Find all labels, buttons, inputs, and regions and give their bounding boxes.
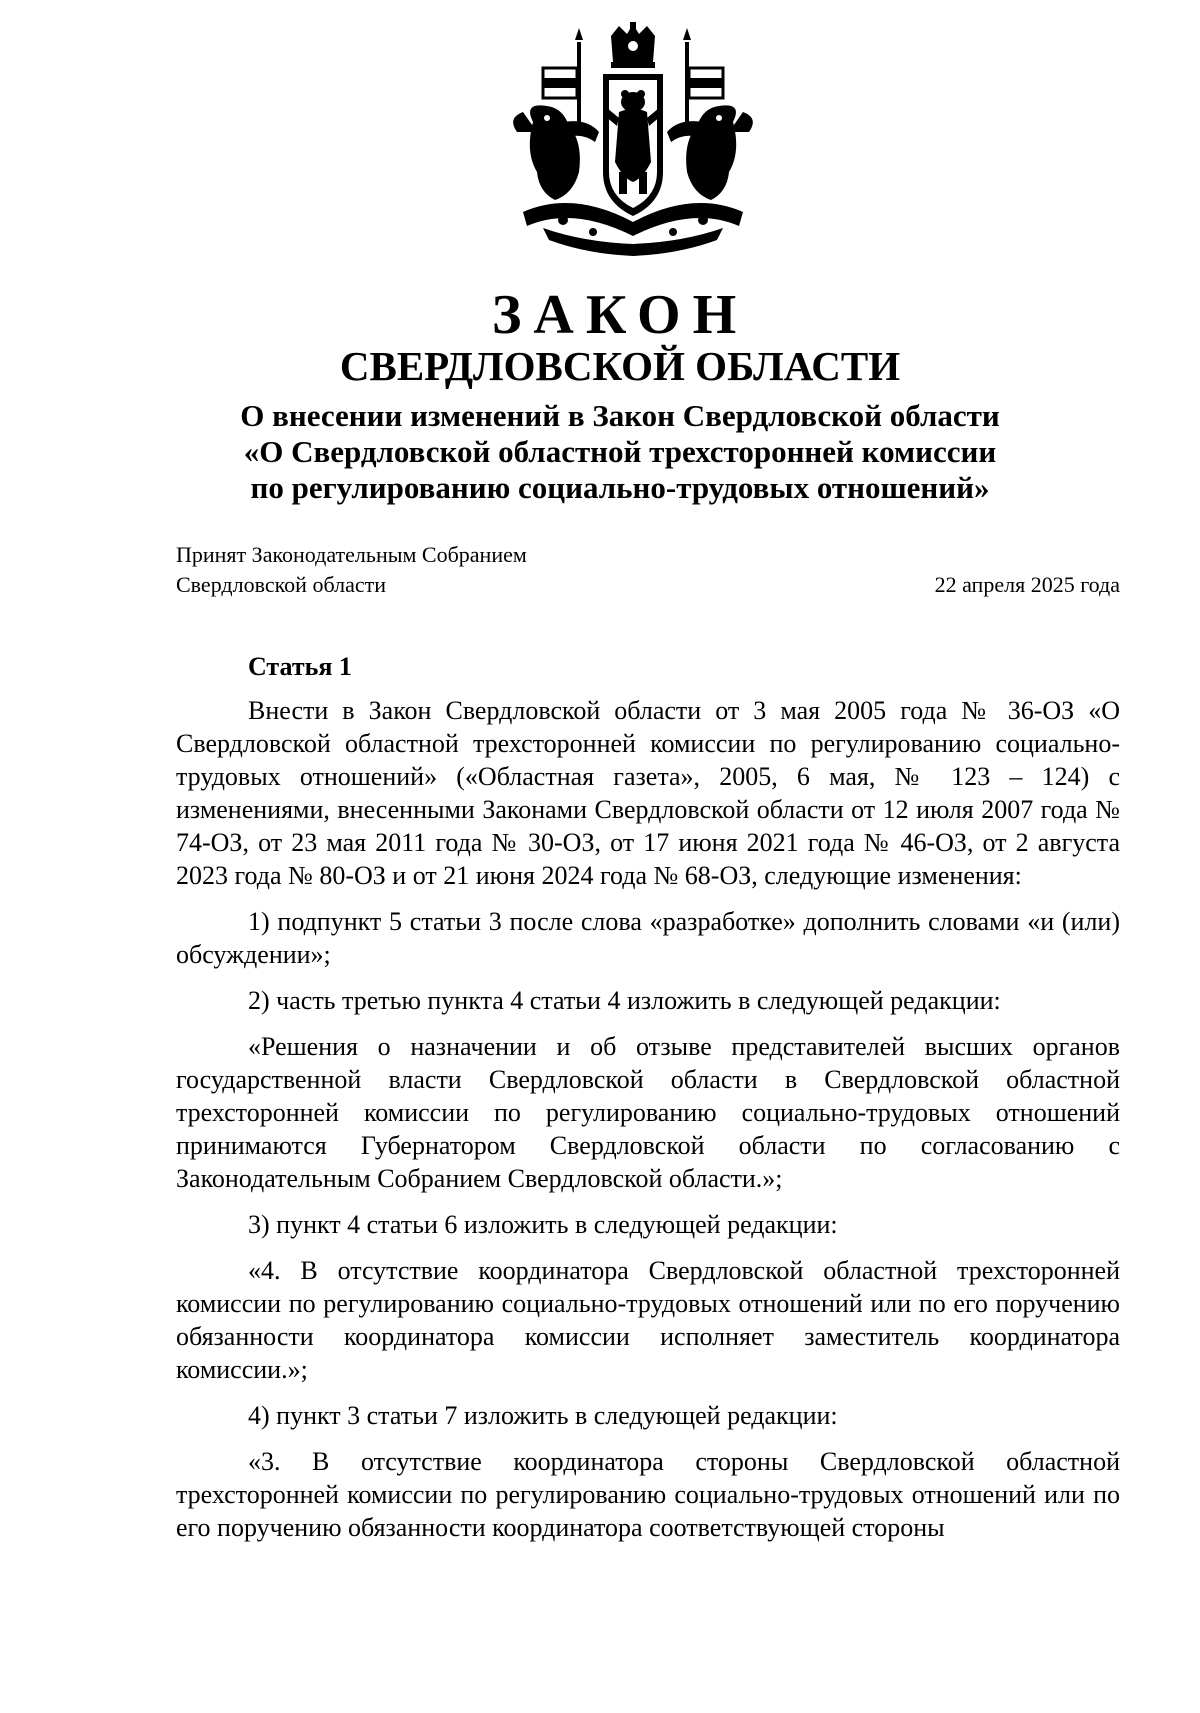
article-paragraph: 4) пункт 3 статьи 7 изложить в следующей редакции: bbox=[248, 1401, 838, 1430]
article-paragraph: 2) часть третью пункта 4 статьи 4 изложить в следующей редакции: bbox=[248, 986, 1001, 1015]
article-body bbox=[176, 694, 1120, 1557]
law-title-line: «О Свердловской областной трехсторонней комиссии bbox=[243, 434, 997, 469]
adoption-line: Принят Законодательным Собранием bbox=[176, 542, 527, 567]
adoption-line: Свердловской области bbox=[176, 572, 386, 597]
article-heading: Статья 1 bbox=[248, 652, 352, 681]
article-paragraph: Внести в Закон Свердловской области от 3 мая 2005 года № 36-ОЗ «О Свердловской областной трехсторонней комиссии по регулированию социально-трудовых отношений» («Областная газета», 2005, 6 мая, № 123 – 124) с изменениями, внесенными Законами Свердловской области от 12 июля 2007 года № 74-ОЗ, от 23 мая 2011 года № 30-ОЗ, от 17 июня 2021 года № 46-ОЗ, от 2 августа 2023 года № 80-ОЗ и от 21 июня 2024 года № 68-ОЗ, следующие изменения: bbox=[176, 696, 1120, 890]
coat-of-arms-icon bbox=[503, 22, 763, 262]
adoption-note bbox=[176, 540, 527, 600]
law-title-line: по регулированию социально-трудовых отношений» bbox=[250, 470, 990, 505]
article-paragraph: 3) пункт 4 статьи 6 изложить в следующей редакции: bbox=[248, 1210, 838, 1239]
article-paragraph: «3. В отсутствие координатора стороны Свердловской областной трехсторонней комиссии по регулированию социально-трудовых отношений или по его поручению обязанности координатора соответствующей стороны bbox=[176, 1447, 1120, 1542]
law-title-line: О внесении изменений в Закон Свердловской области bbox=[240, 398, 1000, 433]
article-paragraph: «Решения о назначении и об отзыве представителей высших органов государственной власти Свердловской области в Свердловской областной трехсторонней комиссии по регулированию социально-трудовых отношений принимаются Губернатором Свердловской области по согласованию с Законодательным Собранием Свердловской области.»; bbox=[176, 1032, 1120, 1193]
law-heading: ЗАКОН bbox=[491, 284, 749, 346]
article-paragraph: 1) подпункт 5 статьи 3 после слова «разработке» дополнить словами «и (или) обсуждении»; bbox=[176, 907, 1120, 969]
region-heading: СВЕРДЛОВСКОЙ ОБЛАСТИ bbox=[339, 343, 901, 389]
article-paragraph: «4. В отсутствие координатора Свердловской областной трехсторонней комиссии по регулированию социально-трудовых отношений или по его поручению обязанности координатора комиссии исполняет заместитель координатора комиссии.»; bbox=[176, 1256, 1120, 1384]
adoption-date: 22 апреля 2025 года bbox=[934, 572, 1120, 597]
law-title bbox=[0, 398, 1200, 506]
